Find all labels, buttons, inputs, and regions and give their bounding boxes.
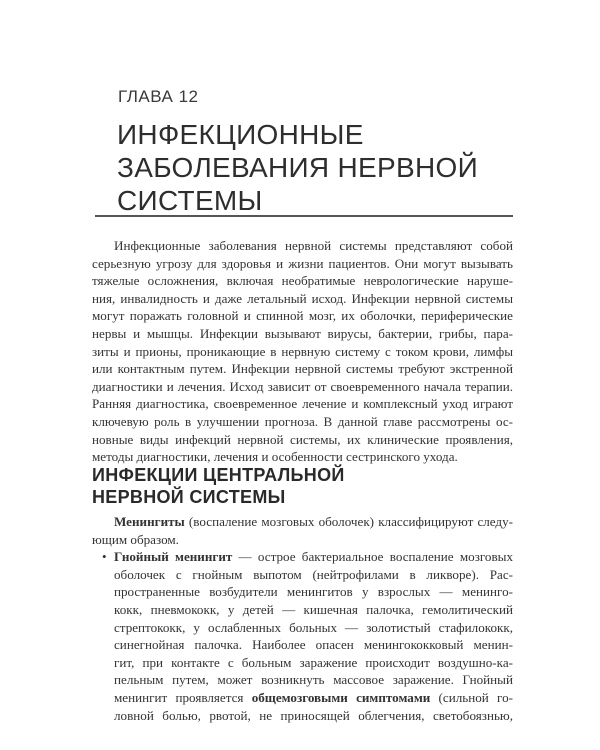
- text-line: тяжелые осложнения, включая необратимые неврологические наруше-: [92, 273, 513, 289]
- term-general-cerebral-symptoms: общемозговыми симптомами: [251, 689, 431, 705]
- text-line: стрептококк, у ослабленных больных — золотистый стафилококк,: [114, 619, 513, 635]
- text-fragment: (сильной го-: [430, 689, 514, 705]
- text-line: кокк, пневмококк, у детей — кишечная палочка, гемолитический: [114, 601, 513, 617]
- text-line: оболочек с гнойным выпотом (нейтрофилами в ликворе). Рас-: [114, 566, 513, 582]
- text-line: новные виды инфекций нервной системы, их клинические проявления,: [92, 431, 513, 447]
- text-line: Ранняя диагностика, своевременное лечение и комплексный уход играют: [92, 396, 513, 412]
- text-line: могут поражать головной и спинной мозг, их оболочки, периферические: [92, 308, 513, 324]
- text-line: синегнойная палочка. Наиболее опасен менингококковый менин-: [114, 637, 513, 653]
- text-line: или контактным путем. Инфекции нервной системы требуют экстренной: [92, 361, 513, 377]
- text-line: серьезную угрозу для здоровья и жизни пациентов. Они могут вызывать: [92, 255, 513, 271]
- term-meningitis: Менингиты: [114, 514, 185, 529]
- intro-paragraph: [92, 237, 513, 466]
- text-line: ющим образом.: [92, 531, 179, 547]
- text-line: гит, при контакте с больным заражение происходит воздушно-ка-: [114, 654, 513, 670]
- text-line: ключевую роль в улучшении прогноза. В данной главе рассмотрены ос-: [92, 413, 513, 429]
- text-line: пространенные возбудители менингитов у взрослых — менинго-: [114, 584, 513, 600]
- text-line: диагностики и лечения. Исход зависит от своевременного начала терапии.: [92, 378, 513, 394]
- term-purulent-meningitis: Гнойный менингит: [114, 549, 233, 565]
- section-heading: [92, 464, 513, 508]
- text-line: [92, 689, 513, 707]
- text-line: ловной болью, рвотой, не приносящей облегчения, светобоязнью,: [114, 707, 513, 723]
- text-line: [92, 513, 513, 531]
- section-heading-line: НЕРВНОЙ СИСТЕМЫ: [92, 487, 286, 507]
- text-fragment: (воспаление мозговых оболочек) классифицируют следу-: [184, 514, 513, 529]
- chapter-title-line: ИНФЕКЦИОННЫЕ: [117, 119, 364, 150]
- text-line: [92, 548, 513, 566]
- text-line: пельным путем, может возникнуть массовое заражение. Гнойный: [114, 672, 513, 688]
- section-heading-line: ИНФЕКЦИИ ЦЕНТРАЛЬНОЙ: [92, 465, 345, 485]
- chapter-title-line: ЗАБОЛЕВАНИЯ НЕРВНОЙ: [117, 152, 479, 183]
- chapter-label: ГЛАВА 12: [118, 87, 199, 106]
- text-line: нервы и мышцы. Инфекции вызывают вирусы, бактерии, грибы, пара-: [92, 325, 513, 341]
- chapter-title-line: СИСТЕМЫ: [117, 185, 263, 216]
- title-divider: [95, 215, 513, 217]
- text-fragment: — острое бактериальное воспаление мозговых: [232, 549, 513, 565]
- text-fragment: менингит проявляется: [114, 689, 252, 705]
- text-line: зиты и прионы, проникающие в нервную систему с током крови, лимфы: [92, 343, 513, 359]
- text-line: Инфекционные заболевания нервной системы представляют собой: [114, 238, 513, 253]
- bullet-item: [92, 548, 513, 724]
- text-line: ния, инвалидность и даже летальный исход. Инфекции нервной системы: [92, 290, 513, 306]
- chapter-title: [117, 118, 537, 217]
- text-line: методы диагностики, лечения и особенности сестринского ухода.: [92, 449, 458, 465]
- section-body: [92, 513, 513, 724]
